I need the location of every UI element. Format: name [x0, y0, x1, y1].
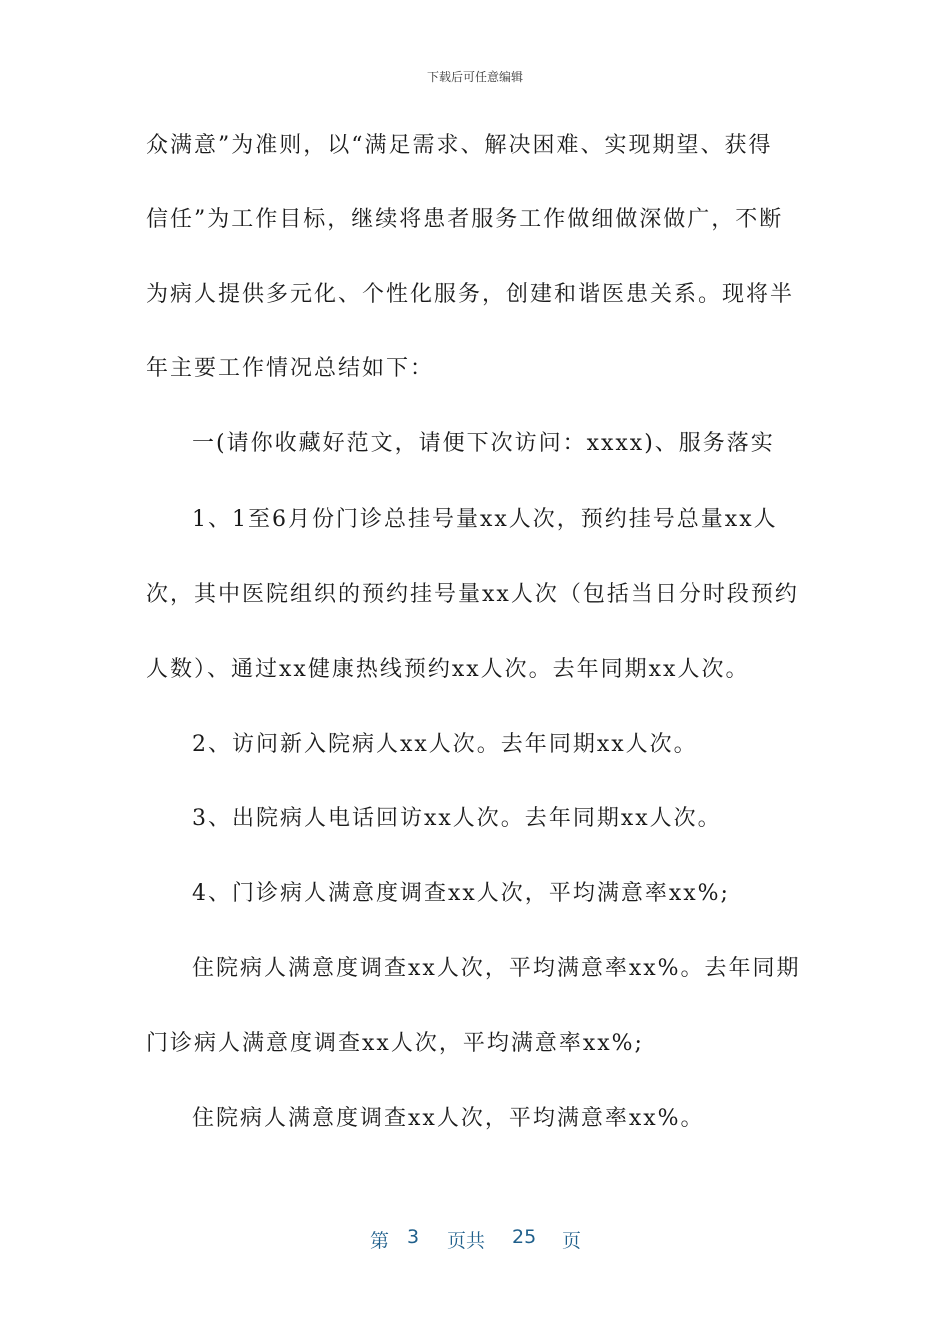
page-mid-label: 页共	[447, 1230, 486, 1252]
body-line: 门诊病人满意度调查xx人次，平均满意率xx%;	[146, 1031, 644, 1056]
body-line: 2、访问新入院病人xx人次。去年同期xx人次。	[192, 732, 698, 757]
page-footer	[0, 1226, 950, 1254]
body-line: 年主要工作情况总结如下：	[146, 356, 435, 381]
body-line: 人数）、通过xx健康热线预约xx人次。去年同期xx人次。	[146, 657, 750, 682]
body-line: 住院病人满意度调查xx人次，平均满意率xx%。	[192, 1106, 705, 1131]
page-prefix: 第	[370, 1230, 390, 1252]
page-suffix: 页	[562, 1230, 582, 1252]
section-heading: 一(请你收藏好范文，请便下次访问：xxxx)、服务落实	[192, 431, 775, 456]
body-line: 1、1至6月份门诊总挂号量xx人次，预约挂号总量xx人	[192, 507, 778, 532]
body-line: 信任”为工作目标，继续将患者服务工作做细做深做广，不断	[146, 207, 784, 232]
total-pages-number: 25	[512, 1226, 537, 1248]
body-line: 为病人提供多元化、个性化服务，创建和谐医患关系。现将半	[146, 282, 795, 307]
body-line: 住院病人满意度调查xx人次，平均满意率xx%。去年同期	[192, 956, 801, 981]
body-line: 众满意”为准则，以“满足需求、解决困难、实现期望、获得	[146, 133, 773, 158]
body-line: 次，其中医院组织的预约挂号量xx人次（包括当日分时段预约	[146, 582, 799, 607]
body-line: 3、出院病人电话回访xx人次。去年同期xx人次。	[192, 806, 722, 831]
body-line: 4、门诊病人满意度调查xx人次，平均满意率xx%;	[192, 881, 730, 906]
header-note: 下载后可任意编辑	[426, 70, 523, 84]
current-page-number: 3	[407, 1226, 420, 1248]
